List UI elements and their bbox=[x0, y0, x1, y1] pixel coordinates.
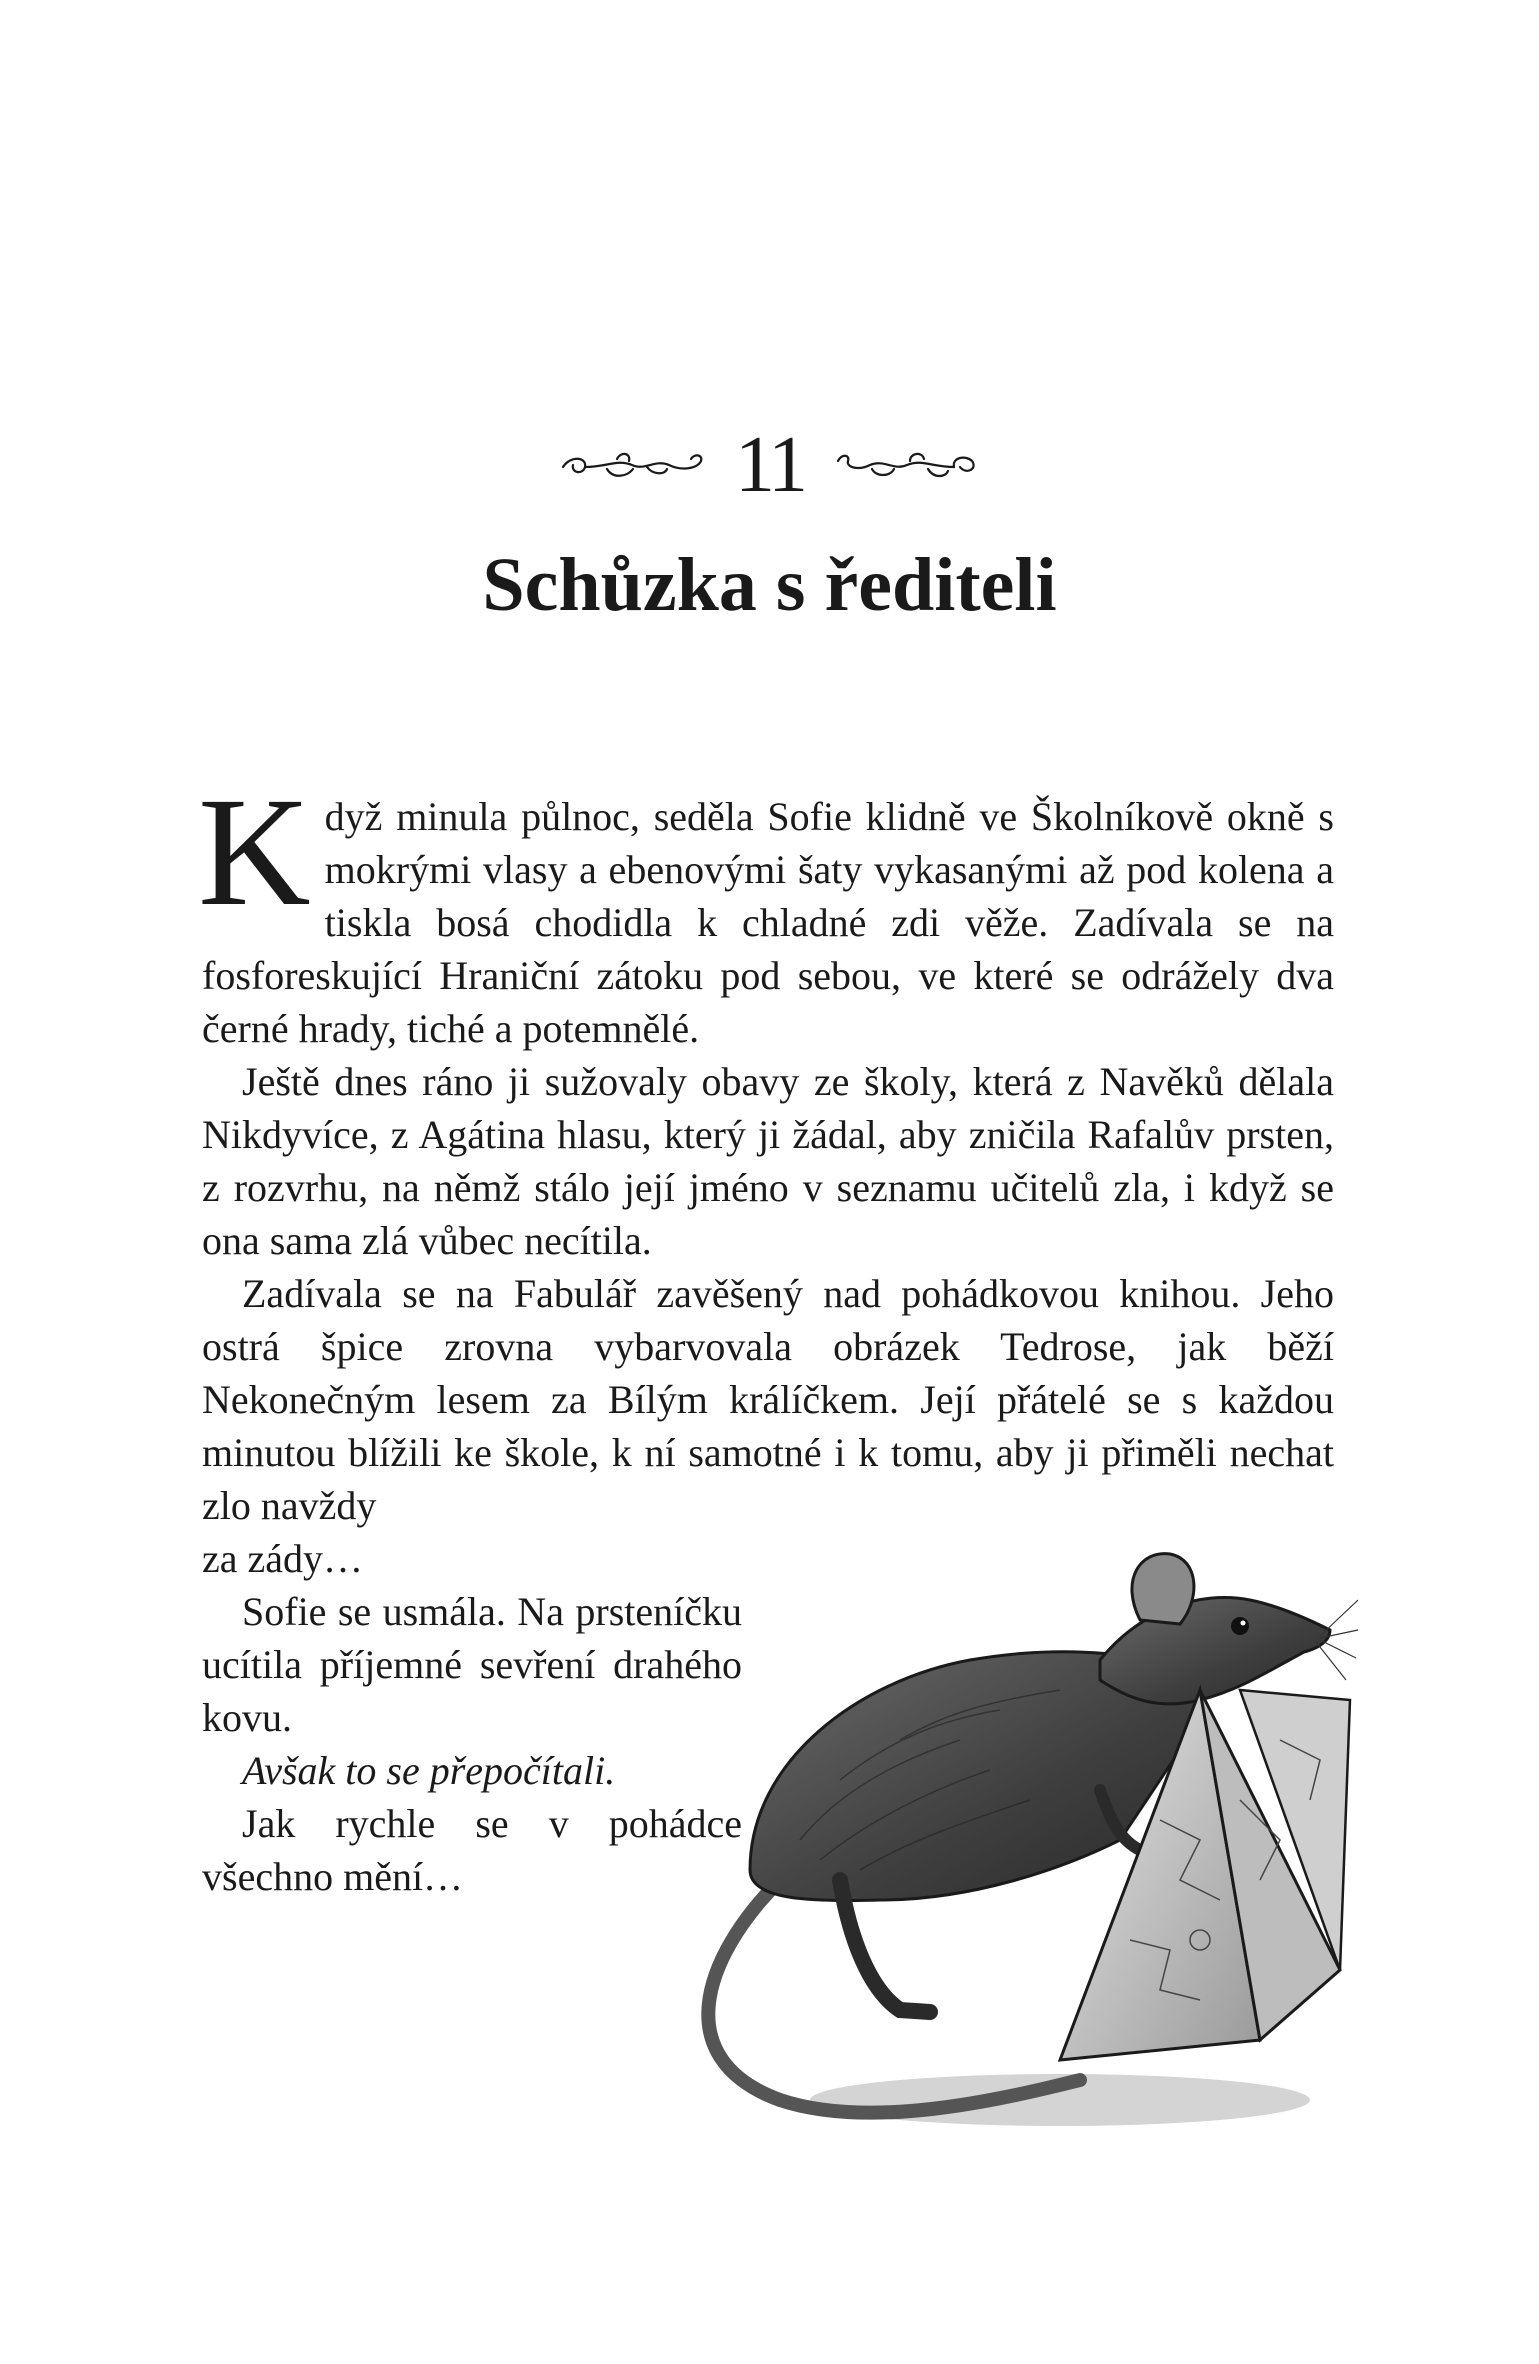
paragraph-2: Ještě dnes ráno ji sužovaly obavy ze školy, která z Navěků dělala Nikdyvíce, z Agátina hlasu, který ji žádal, aby zničila Rafalův prsten, z rozvrhu, na němž stálo její jméno v seznamu učitelů zla, i když se ona sama zlá vůbec necítila. bbox=[202, 1059, 1334, 1263]
chapter-header bbox=[0, 420, 1539, 630]
rat-head bbox=[1100, 1598, 1330, 1704]
rat-eye bbox=[1231, 1617, 1249, 1635]
paragraph-6: Jak rychle se v pohádce všechno mění… bbox=[202, 1801, 742, 1899]
paragraph-1 bbox=[198, 765, 1334, 1055]
paragraph-4: Sofie se usmála. Na prsteníčku ucítila příjemné sevření drahého kovu. bbox=[202, 1589, 742, 1740]
chapter-number: 11 bbox=[734, 421, 805, 509]
rat-ear bbox=[1132, 1554, 1194, 1624]
paragraph-3-end: za zády… bbox=[202, 1536, 364, 1581]
chapter-number-row bbox=[0, 420, 1539, 510]
right-flourish-ornament bbox=[832, 445, 982, 485]
left-flourish-ornament bbox=[557, 445, 707, 485]
paragraph-1-text: dyž minula půlnoc, seděla Sofie klidně ve Školníkově okně s mokrými vlasy a ebenovými šaty vykasanými až pod kolena a tiskla bosá chodidla k chladné zdi věže. Zadívala se na fosforeskující Hraniční zátoku pod sebou, ve které se odrážely dva černé hrady, tiché a potemnělé. bbox=[202, 794, 1334, 1051]
paragraph-5: Avšak to se přepočítali. bbox=[242, 1748, 616, 1793]
rat-with-map-illustration bbox=[640, 1540, 1360, 2160]
drop-cap: K bbox=[198, 765, 311, 938]
paragraph-3: Zadívala se na Fabulář zavěšený nad pohádkovou knihou. Jeho ostrá špice zrovna vybarvovala obrázek Tedrose, jak běží Nekonečným lesem za Bílým králíčkem. Její přátelé se s každou minutou blížili ke škole, k ní samotné i k tomu, aby ji přiměli nechat zlo navždy bbox=[202, 1271, 1334, 1528]
chapter-title: Schůzka s řediteli bbox=[482, 543, 1057, 627]
